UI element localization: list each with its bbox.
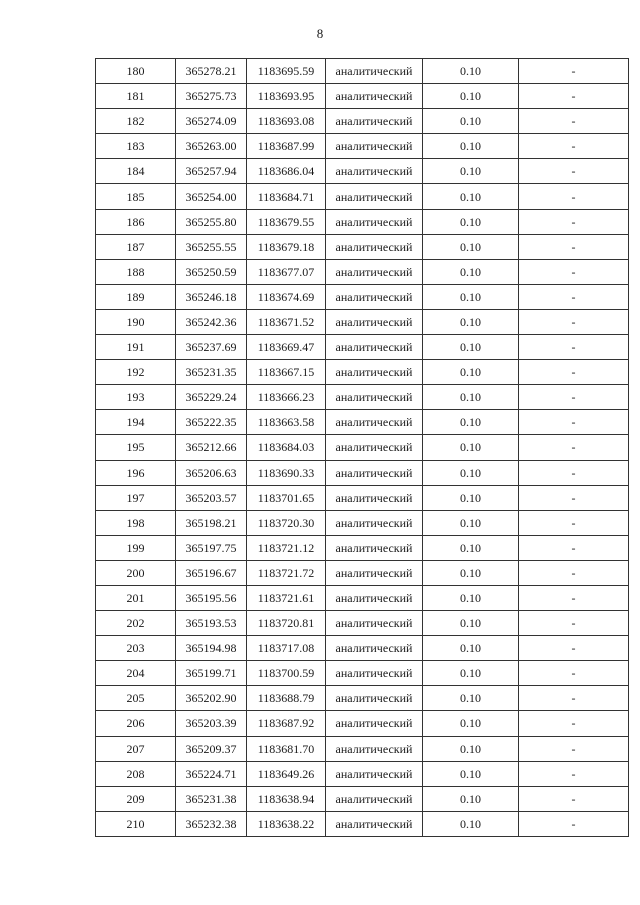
note-cell: - bbox=[519, 435, 629, 460]
x-coordinate-cell: 365229.24 bbox=[176, 385, 247, 410]
y-coordinate-cell: 1183721.61 bbox=[247, 585, 326, 610]
note-cell: - bbox=[519, 611, 629, 636]
point-number-cell: 184 bbox=[96, 159, 176, 184]
point-number-cell: 203 bbox=[96, 636, 176, 661]
note-cell: - bbox=[519, 811, 629, 836]
x-coordinate-cell: 365224.71 bbox=[176, 761, 247, 786]
method-cell: аналитический bbox=[326, 686, 423, 711]
note-cell: - bbox=[519, 410, 629, 435]
accuracy-cell: 0.10 bbox=[423, 184, 519, 209]
table-row bbox=[96, 134, 629, 159]
point-number-cell: 186 bbox=[96, 209, 176, 234]
accuracy-cell: 0.10 bbox=[423, 560, 519, 585]
method-cell: аналитический bbox=[326, 460, 423, 485]
y-coordinate-cell: 1183663.58 bbox=[247, 410, 326, 435]
y-coordinate-cell: 1183671.52 bbox=[247, 309, 326, 334]
point-number-cell: 180 bbox=[96, 59, 176, 84]
table-row bbox=[96, 811, 629, 836]
point-number-cell: 201 bbox=[96, 585, 176, 610]
table-row bbox=[96, 309, 629, 334]
y-coordinate-cell: 1183695.59 bbox=[247, 59, 326, 84]
table-row bbox=[96, 611, 629, 636]
method-cell: аналитический bbox=[326, 786, 423, 811]
note-cell: - bbox=[519, 234, 629, 259]
x-coordinate-cell: 365193.53 bbox=[176, 611, 247, 636]
y-coordinate-cell: 1183677.07 bbox=[247, 259, 326, 284]
accuracy-cell: 0.10 bbox=[423, 385, 519, 410]
note-cell: - bbox=[519, 661, 629, 686]
x-coordinate-cell: 365274.09 bbox=[176, 109, 247, 134]
table-row bbox=[96, 485, 629, 510]
table-row bbox=[96, 159, 629, 184]
note-cell: - bbox=[519, 585, 629, 610]
accuracy-cell: 0.10 bbox=[423, 485, 519, 510]
method-cell: аналитический bbox=[326, 811, 423, 836]
y-coordinate-cell: 1183679.18 bbox=[247, 234, 326, 259]
point-number-cell: 205 bbox=[96, 686, 176, 711]
y-coordinate-cell: 1183674.69 bbox=[247, 284, 326, 309]
x-coordinate-cell: 365196.67 bbox=[176, 560, 247, 585]
accuracy-cell: 0.10 bbox=[423, 209, 519, 234]
accuracy-cell: 0.10 bbox=[423, 360, 519, 385]
note-cell: - bbox=[519, 560, 629, 585]
point-number-cell: 192 bbox=[96, 360, 176, 385]
method-cell: аналитический bbox=[326, 335, 423, 360]
point-number-cell: 202 bbox=[96, 611, 176, 636]
x-coordinate-cell: 365275.73 bbox=[176, 84, 247, 109]
method-cell: аналитический bbox=[326, 711, 423, 736]
method-cell: аналитический bbox=[326, 385, 423, 410]
accuracy-cell: 0.10 bbox=[423, 159, 519, 184]
table-row bbox=[96, 460, 629, 485]
method-cell: аналитический bbox=[326, 410, 423, 435]
point-number-cell: 198 bbox=[96, 510, 176, 535]
point-number-cell: 185 bbox=[96, 184, 176, 209]
x-coordinate-cell: 365203.57 bbox=[176, 485, 247, 510]
y-coordinate-cell: 1183686.04 bbox=[247, 159, 326, 184]
y-coordinate-cell: 1183700.59 bbox=[247, 661, 326, 686]
accuracy-cell: 0.10 bbox=[423, 761, 519, 786]
note-cell: - bbox=[519, 485, 629, 510]
accuracy-cell: 0.10 bbox=[423, 711, 519, 736]
x-coordinate-cell: 365206.63 bbox=[176, 460, 247, 485]
accuracy-cell: 0.10 bbox=[423, 811, 519, 836]
x-coordinate-cell: 365197.75 bbox=[176, 535, 247, 560]
point-number-cell: 209 bbox=[96, 786, 176, 811]
x-coordinate-cell: 365257.94 bbox=[176, 159, 247, 184]
x-coordinate-cell: 365231.38 bbox=[176, 786, 247, 811]
method-cell: аналитический bbox=[326, 761, 423, 786]
accuracy-cell: 0.10 bbox=[423, 661, 519, 686]
method-cell: аналитический bbox=[326, 234, 423, 259]
accuracy-cell: 0.10 bbox=[423, 284, 519, 309]
table-row bbox=[96, 510, 629, 535]
y-coordinate-cell: 1183638.94 bbox=[247, 786, 326, 811]
coordinates-table bbox=[95, 58, 629, 837]
y-coordinate-cell: 1183684.03 bbox=[247, 435, 326, 460]
table-row bbox=[96, 59, 629, 84]
method-cell: аналитический bbox=[326, 134, 423, 159]
accuracy-cell: 0.10 bbox=[423, 234, 519, 259]
x-coordinate-cell: 365246.18 bbox=[176, 284, 247, 309]
accuracy-cell: 0.10 bbox=[423, 435, 519, 460]
point-number-cell: 189 bbox=[96, 284, 176, 309]
note-cell: - bbox=[519, 134, 629, 159]
table-row bbox=[96, 585, 629, 610]
y-coordinate-cell: 1183649.26 bbox=[247, 761, 326, 786]
note-cell: - bbox=[519, 159, 629, 184]
x-coordinate-cell: 365222.35 bbox=[176, 410, 247, 435]
y-coordinate-cell: 1183720.30 bbox=[247, 510, 326, 535]
method-cell: аналитический bbox=[326, 209, 423, 234]
point-number-cell: 193 bbox=[96, 385, 176, 410]
note-cell: - bbox=[519, 686, 629, 711]
table-row bbox=[96, 435, 629, 460]
method-cell: аналитический bbox=[326, 259, 423, 284]
page-number: 8 bbox=[316, 26, 324, 41]
table-row bbox=[96, 736, 629, 761]
point-number-cell: 210 bbox=[96, 811, 176, 836]
y-coordinate-cell: 1183687.92 bbox=[247, 711, 326, 736]
table-row bbox=[96, 761, 629, 786]
note-cell: - bbox=[519, 84, 629, 109]
note-cell: - bbox=[519, 711, 629, 736]
table-row bbox=[96, 234, 629, 259]
x-coordinate-cell: 365255.55 bbox=[176, 234, 247, 259]
point-number-cell: 188 bbox=[96, 259, 176, 284]
table-row bbox=[96, 786, 629, 811]
y-coordinate-cell: 1183688.79 bbox=[247, 686, 326, 711]
point-number-cell: 183 bbox=[96, 134, 176, 159]
x-coordinate-cell: 365250.59 bbox=[176, 259, 247, 284]
accuracy-cell: 0.10 bbox=[423, 611, 519, 636]
accuracy-cell: 0.10 bbox=[423, 585, 519, 610]
point-number-cell: 207 bbox=[96, 736, 176, 761]
y-coordinate-cell: 1183690.33 bbox=[247, 460, 326, 485]
point-number-cell: 196 bbox=[96, 460, 176, 485]
y-coordinate-cell: 1183681.70 bbox=[247, 736, 326, 761]
accuracy-cell: 0.10 bbox=[423, 59, 519, 84]
method-cell: аналитический bbox=[326, 435, 423, 460]
method-cell: аналитический bbox=[326, 84, 423, 109]
point-number-cell: 199 bbox=[96, 535, 176, 560]
x-coordinate-cell: 365231.35 bbox=[176, 360, 247, 385]
note-cell: - bbox=[519, 736, 629, 761]
note-cell: - bbox=[519, 360, 629, 385]
method-cell: аналитический bbox=[326, 560, 423, 585]
accuracy-cell: 0.10 bbox=[423, 259, 519, 284]
x-coordinate-cell: 365203.39 bbox=[176, 711, 247, 736]
note-cell: - bbox=[519, 284, 629, 309]
note-cell: - bbox=[519, 184, 629, 209]
accuracy-cell: 0.10 bbox=[423, 510, 519, 535]
x-coordinate-cell: 365278.21 bbox=[176, 59, 247, 84]
table-row bbox=[96, 711, 629, 736]
point-number-cell: 195 bbox=[96, 435, 176, 460]
note-cell: - bbox=[519, 636, 629, 661]
method-cell: аналитический bbox=[326, 535, 423, 560]
note-cell: - bbox=[519, 109, 629, 134]
x-coordinate-cell: 365202.90 bbox=[176, 686, 247, 711]
note-cell: - bbox=[519, 535, 629, 560]
x-coordinate-cell: 365255.80 bbox=[176, 209, 247, 234]
method-cell: аналитический bbox=[326, 109, 423, 134]
method-cell: аналитический bbox=[326, 309, 423, 334]
accuracy-cell: 0.10 bbox=[423, 410, 519, 435]
x-coordinate-cell: 365254.00 bbox=[176, 184, 247, 209]
point-number-cell: 190 bbox=[96, 309, 176, 334]
point-number-cell: 181 bbox=[96, 84, 176, 109]
note-cell: - bbox=[519, 335, 629, 360]
table-row bbox=[96, 661, 629, 686]
x-coordinate-cell: 365232.38 bbox=[176, 811, 247, 836]
method-cell: аналитический bbox=[326, 59, 423, 84]
note-cell: - bbox=[519, 761, 629, 786]
accuracy-cell: 0.10 bbox=[423, 309, 519, 334]
y-coordinate-cell: 1183666.23 bbox=[247, 385, 326, 410]
point-number-cell: 208 bbox=[96, 761, 176, 786]
table-row bbox=[96, 335, 629, 360]
accuracy-cell: 0.10 bbox=[423, 636, 519, 661]
note-cell: - bbox=[519, 385, 629, 410]
y-coordinate-cell: 1183693.08 bbox=[247, 109, 326, 134]
table-row bbox=[96, 259, 629, 284]
method-cell: аналитический bbox=[326, 611, 423, 636]
table-row bbox=[96, 560, 629, 585]
note-cell: - bbox=[519, 209, 629, 234]
accuracy-cell: 0.10 bbox=[423, 84, 519, 109]
table-row bbox=[96, 636, 629, 661]
point-number-cell: 200 bbox=[96, 560, 176, 585]
y-coordinate-cell: 1183701.65 bbox=[247, 485, 326, 510]
method-cell: аналитический bbox=[326, 510, 423, 535]
table-row bbox=[96, 686, 629, 711]
accuracy-cell: 0.10 bbox=[423, 134, 519, 159]
coordinates-table-body bbox=[96, 59, 629, 837]
y-coordinate-cell: 1183684.71 bbox=[247, 184, 326, 209]
x-coordinate-cell: 365242.36 bbox=[176, 309, 247, 334]
y-coordinate-cell: 1183721.12 bbox=[247, 535, 326, 560]
point-number-cell: 206 bbox=[96, 711, 176, 736]
note-cell: - bbox=[519, 510, 629, 535]
y-coordinate-cell: 1183720.81 bbox=[247, 611, 326, 636]
table-row bbox=[96, 184, 629, 209]
method-cell: аналитический bbox=[326, 485, 423, 510]
method-cell: аналитический bbox=[326, 184, 423, 209]
accuracy-cell: 0.10 bbox=[423, 786, 519, 811]
x-coordinate-cell: 365198.21 bbox=[176, 510, 247, 535]
x-coordinate-cell: 365209.37 bbox=[176, 736, 247, 761]
table-row bbox=[96, 209, 629, 234]
method-cell: аналитический bbox=[326, 159, 423, 184]
note-cell: - bbox=[519, 309, 629, 334]
table-row bbox=[96, 410, 629, 435]
note-cell: - bbox=[519, 786, 629, 811]
accuracy-cell: 0.10 bbox=[423, 460, 519, 485]
table-row bbox=[96, 385, 629, 410]
method-cell: аналитический bbox=[326, 636, 423, 661]
table-row bbox=[96, 284, 629, 309]
table-row bbox=[96, 360, 629, 385]
accuracy-cell: 0.10 bbox=[423, 736, 519, 761]
point-number-cell: 197 bbox=[96, 485, 176, 510]
method-cell: аналитический bbox=[326, 585, 423, 610]
y-coordinate-cell: 1183679.55 bbox=[247, 209, 326, 234]
point-number-cell: 191 bbox=[96, 335, 176, 360]
y-coordinate-cell: 1183638.22 bbox=[247, 811, 326, 836]
table-row bbox=[96, 84, 629, 109]
note-cell: - bbox=[519, 460, 629, 485]
note-cell: - bbox=[519, 259, 629, 284]
table-row bbox=[96, 535, 629, 560]
point-number-cell: 182 bbox=[96, 109, 176, 134]
method-cell: аналитический bbox=[326, 736, 423, 761]
y-coordinate-cell: 1183693.95 bbox=[247, 84, 326, 109]
x-coordinate-cell: 365194.98 bbox=[176, 636, 247, 661]
point-number-cell: 194 bbox=[96, 410, 176, 435]
accuracy-cell: 0.10 bbox=[423, 535, 519, 560]
point-number-cell: 204 bbox=[96, 661, 176, 686]
accuracy-cell: 0.10 bbox=[423, 335, 519, 360]
y-coordinate-cell: 1183669.47 bbox=[247, 335, 326, 360]
y-coordinate-cell: 1183687.99 bbox=[247, 134, 326, 159]
x-coordinate-cell: 365263.00 bbox=[176, 134, 247, 159]
x-coordinate-cell: 365212.66 bbox=[176, 435, 247, 460]
y-coordinate-cell: 1183721.72 bbox=[247, 560, 326, 585]
x-coordinate-cell: 365237.69 bbox=[176, 335, 247, 360]
accuracy-cell: 0.10 bbox=[423, 686, 519, 711]
method-cell: аналитический bbox=[326, 284, 423, 309]
method-cell: аналитический bbox=[326, 360, 423, 385]
method-cell: аналитический bbox=[326, 661, 423, 686]
y-coordinate-cell: 1183667.15 bbox=[247, 360, 326, 385]
point-number-cell: 187 bbox=[96, 234, 176, 259]
y-coordinate-cell: 1183717.08 bbox=[247, 636, 326, 661]
note-cell: - bbox=[519, 59, 629, 84]
accuracy-cell: 0.10 bbox=[423, 109, 519, 134]
x-coordinate-cell: 365195.56 bbox=[176, 585, 247, 610]
table-row bbox=[96, 109, 629, 134]
x-coordinate-cell: 365199.71 bbox=[176, 661, 247, 686]
